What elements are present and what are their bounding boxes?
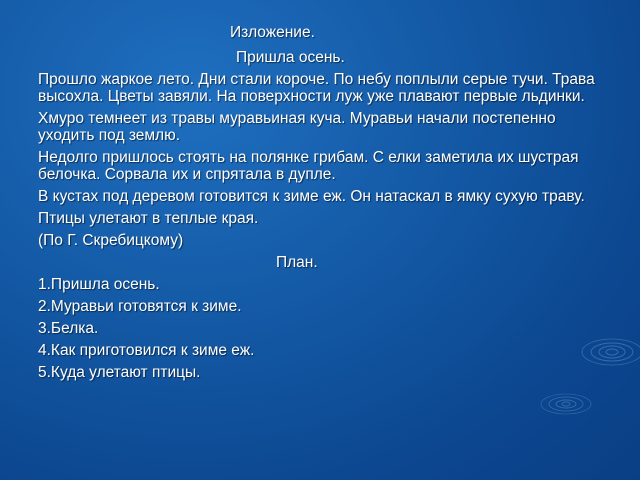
plan-item-3: 3.Белка. <box>38 320 99 337</box>
paragraph-2: Хмуро темнеет из травы муравьиная куча. Муравьи начали постепенно уходить под землю. <box>38 110 556 144</box>
paragraph-1: Прошло жаркое лето. Дни стали короче. По небу поплыли серые тучи. Трава высохла. Цветы завяли. На поверхности луж уже плавают первые льдинки. <box>38 71 595 105</box>
heading: Изложение. <box>230 24 315 41</box>
paragraph-4: В кустах под деревом готовится к зиме еж. Он натаскал в ямку сухую траву. <box>38 188 585 205</box>
plan-heading: План. <box>276 254 318 271</box>
paragraph-3: Недолго пришлось стоять на полянке грибам. С елки заметила их шустрая белочка. Сорвала их и спрятала в дупле. <box>38 149 579 183</box>
plan-item-5: 5.Куда улетают птицы. <box>38 364 201 381</box>
plan-item-1: 1.Пришла осень. <box>38 276 160 293</box>
plan-item-4: 4.Как приготовился к зиме еж. <box>38 342 255 359</box>
plan-item-2: 2.Муравьи готовятся к зиме. <box>38 298 242 315</box>
story-title: Пришла осень. <box>236 49 345 66</box>
paragraph-5: Птицы улетают в теплые края. <box>38 210 259 227</box>
author-credit: (По Г. Скребицкому) <box>38 232 184 249</box>
slide-content <box>38 24 598 386</box>
